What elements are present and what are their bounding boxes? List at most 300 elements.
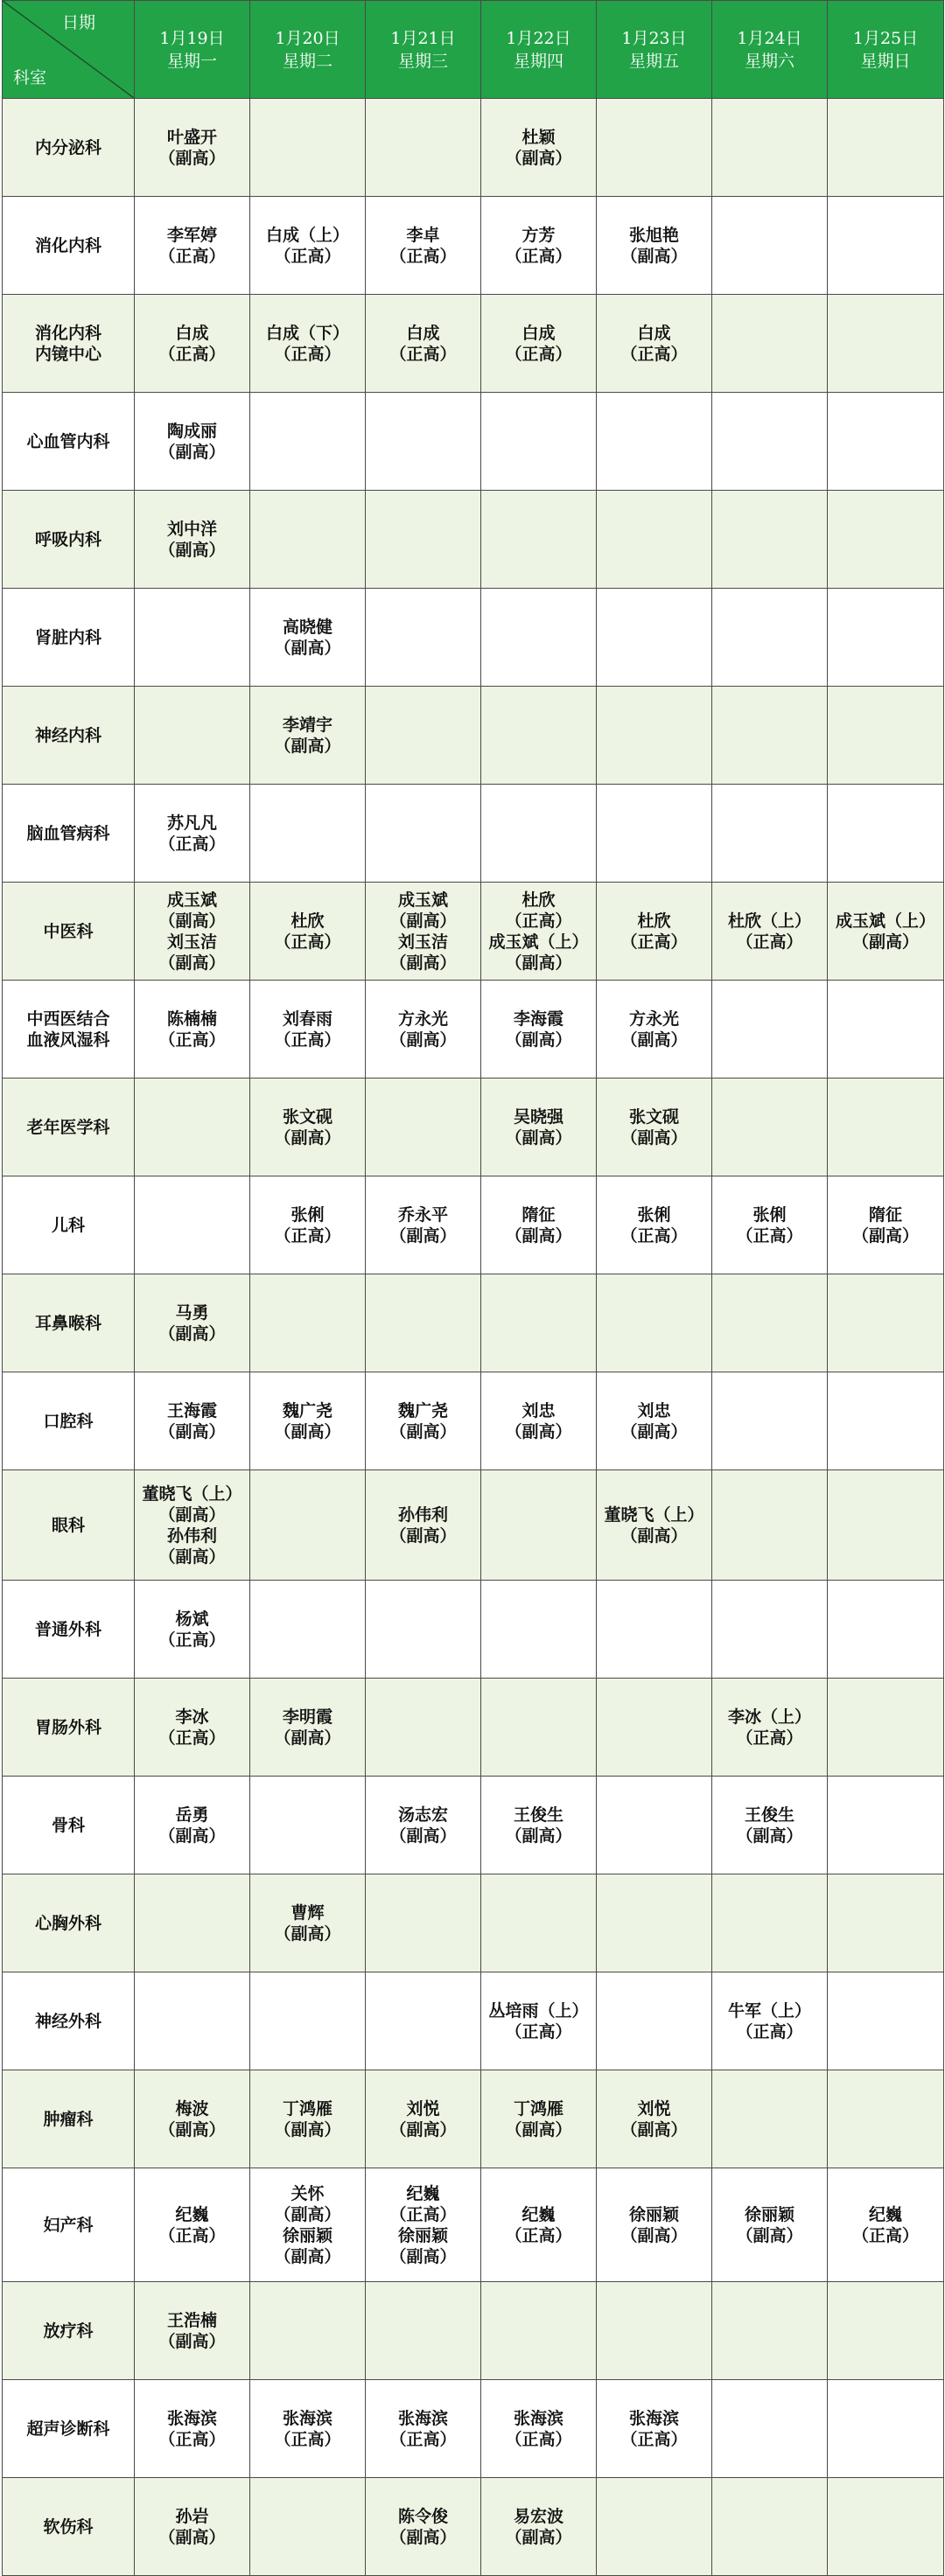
doctor-name: 徐丽颖 — [282, 2225, 332, 2245]
doctor-title: （正高） — [505, 344, 572, 364]
doctor-title: （副高） — [736, 1826, 803, 1846]
doctor-name: 孙岩 — [175, 2506, 209, 2526]
schedule-cell — [135, 883, 250, 981]
doctor-title: （正高） — [158, 1030, 226, 1050]
schedule-cell — [135, 1079, 250, 1176]
department-name: 儿科 — [51, 1215, 85, 1235]
schedule-cell — [250, 1581, 366, 1679]
schedule-cell — [366, 393, 481, 491]
schedule-cell — [250, 393, 366, 491]
schedule-cell — [135, 589, 250, 687]
doctor-name: 张俐 — [637, 1204, 671, 1225]
schedule-cell — [481, 1972, 597, 2070]
department-name: 消化内科 — [34, 323, 102, 343]
table-row — [3, 589, 944, 687]
doctor-name: 陈令俊 — [397, 2506, 448, 2526]
schedule-cell — [366, 491, 481, 589]
doctor-title: （正高） — [274, 1225, 341, 1246]
doctor-name: 成玉斌（上） — [488, 932, 589, 952]
table-row — [3, 1581, 944, 1679]
doctor-title: （副高） — [158, 1504, 226, 1525]
schedule-cell — [712, 295, 828, 393]
doctor-name: 张文砚 — [282, 1106, 332, 1127]
schedule-cell — [712, 1777, 828, 1874]
department-name: 脑血管病科 — [26, 823, 110, 843]
schedule-cell — [250, 1470, 366, 1581]
department-name: 内镜中心 — [34, 344, 102, 364]
schedule-cell — [366, 1176, 481, 1274]
doctor-name: 叶盛开 — [166, 127, 217, 147]
doctor-title: （副高） — [389, 1225, 457, 1246]
doctor-name: 李军婷 — [166, 225, 217, 245]
schedule-cell — [135, 2478, 250, 2576]
schedule-cell — [481, 785, 597, 883]
doctor-name: 梅波 — [175, 2098, 209, 2119]
schedule-cell — [828, 99, 944, 197]
doctor-name: 隋征 — [522, 1204, 556, 1225]
department-cell — [3, 99, 135, 197]
doctor-name: 李冰（上） — [727, 1707, 811, 1727]
schedule-cell — [481, 2168, 597, 2282]
doctor-title: （正高） — [620, 344, 688, 364]
schedule-cell — [828, 295, 944, 393]
schedule-cell — [250, 1874, 366, 1972]
schedule-cell — [712, 1079, 828, 1176]
doctor-title: （副高） — [389, 2527, 457, 2547]
department-cell — [3, 2282, 135, 2380]
corner-date-label: 日期 — [61, 13, 95, 32]
schedule-cell — [712, 687, 828, 785]
doctor-title: （副高） — [389, 911, 457, 931]
schedule-cell — [712, 1470, 828, 1581]
schedule-cell — [481, 393, 597, 491]
department-name: 软伤科 — [43, 2517, 94, 2537]
schedule-cell — [250, 99, 366, 197]
department-name: 口腔科 — [43, 1411, 94, 1431]
doctor-name: 杜欣 — [637, 911, 671, 931]
schedule-cell — [250, 295, 366, 393]
doctor-name: 成玉斌 — [166, 890, 217, 910]
day-weekday: 星期六 — [744, 51, 794, 71]
schedule-cell — [828, 2282, 944, 2380]
department-name: 眼科 — [51, 1515, 85, 1535]
doctor-name: 董晓飞（上） — [142, 1483, 242, 1504]
schedule-cell — [366, 197, 481, 295]
schedule-cell — [597, 2282, 712, 2380]
schedule-cell — [597, 1874, 712, 1972]
day-header — [597, 1, 712, 99]
doctor-title: （副高） — [620, 1030, 688, 1050]
schedule-cell — [712, 99, 828, 197]
schedule-cell — [712, 883, 828, 981]
doctor-name: 牛军（上） — [727, 2000, 811, 2021]
schedule-cell — [366, 883, 481, 981]
schedule-cell — [828, 1581, 944, 1679]
doctor-name: 白成 — [175, 323, 209, 343]
schedule-cell — [135, 491, 250, 589]
schedule-cell — [597, 2070, 712, 2168]
day-header — [712, 1, 828, 99]
schedule-cell — [597, 491, 712, 589]
schedule-cell — [712, 1972, 828, 2070]
doctor-title: （副高） — [158, 442, 226, 462]
department-name: 肾脏内科 — [34, 627, 102, 647]
schedule-cell — [597, 1079, 712, 1176]
schedule-cell — [828, 197, 944, 295]
schedule-cell — [366, 1874, 481, 1972]
schedule-cell — [250, 2282, 366, 2380]
schedule-cell — [135, 785, 250, 883]
schedule-cell — [481, 2070, 597, 2168]
schedule-cell — [481, 1470, 597, 1581]
table-row — [3, 1777, 944, 1874]
doctor-title: （副高） — [505, 1421, 572, 1442]
department-cell — [3, 687, 135, 785]
doctor-name: 刘春雨 — [282, 1009, 332, 1029]
doctor-title: （正高） — [505, 246, 572, 266]
department-cell — [3, 1581, 135, 1679]
department-cell — [3, 1972, 135, 2070]
doctor-name: 陶成丽 — [166, 421, 217, 441]
department-cell — [3, 1176, 135, 1274]
doctor-title: （正高） — [505, 2429, 572, 2449]
schedule-cell — [366, 2168, 481, 2282]
doctor-name: 李明霞 — [282, 1707, 332, 1727]
department-name: 超声诊断科 — [26, 2419, 110, 2439]
schedule-cell — [135, 1777, 250, 1874]
schedule-cell — [366, 2380, 481, 2478]
day-date: 1月24日 — [737, 28, 802, 48]
doctor-name: 吴晓强 — [513, 1106, 564, 1127]
department-cell — [3, 1874, 135, 1972]
doctor-title: （副高） — [505, 1030, 572, 1050]
doctor-name: 王浩楠 — [166, 2310, 217, 2330]
doctor-title: （正高） — [158, 2429, 226, 2449]
doctor-title: （正高） — [158, 1728, 226, 1748]
schedule-cell — [366, 1470, 481, 1581]
schedule-cell — [481, 1777, 597, 1874]
schedule-cell — [250, 2380, 366, 2478]
schedule-cell — [366, 295, 481, 393]
day-weekday: 星期三 — [397, 51, 448, 71]
doctor-name: 白成（上） — [265, 225, 349, 245]
day-weekday: 星期日 — [860, 51, 911, 71]
doctor-name: 高晓健 — [282, 617, 332, 637]
doctor-name: 徐丽颖 — [628, 2204, 679, 2224]
schedule-cell — [828, 1679, 944, 1777]
doctor-title: （正高） — [851, 2225, 919, 2245]
doctor-title: （副高） — [158, 953, 226, 973]
schedule-cell — [250, 2478, 366, 2576]
table-row — [3, 1176, 944, 1274]
schedule-cell — [597, 1372, 712, 1470]
doctor-title: （副高） — [851, 1225, 919, 1246]
table-row — [3, 883, 944, 981]
department-name: 呼吸内科 — [34, 529, 102, 549]
department-cell — [3, 2380, 135, 2478]
schedule-cell — [135, 2282, 250, 2380]
doctor-title: （副高） — [505, 1127, 572, 1148]
corner-dept-label: 科室 — [13, 68, 47, 87]
doctor-title: （副高） — [389, 2119, 457, 2140]
schedule-cell — [481, 295, 597, 393]
schedule-cell — [828, 2478, 944, 2576]
schedule-cell — [597, 785, 712, 883]
schedule-cell — [366, 687, 481, 785]
table-row — [3, 981, 944, 1079]
department-cell — [3, 393, 135, 491]
schedule-cell — [135, 1470, 250, 1581]
doctor-title: （正高） — [274, 246, 341, 266]
schedule-cell — [597, 393, 712, 491]
doctor-title: （正高） — [274, 2429, 341, 2449]
doctor-name: 岳勇 — [175, 1805, 209, 1825]
schedule-cell — [712, 1581, 828, 1679]
table-row — [3, 295, 944, 393]
doctor-name: 张海滨 — [513, 2408, 564, 2428]
doctor-title: （正高） — [620, 2429, 688, 2449]
schedule-cell — [712, 2478, 828, 2576]
schedule-cell — [481, 2282, 597, 2380]
doctor-name: 李海霞 — [513, 1009, 564, 1029]
doctor-name: 乔永平 — [397, 1204, 448, 1225]
doctor-name: 纪巍 — [868, 2204, 902, 2224]
schedule-body — [3, 99, 944, 2576]
schedule-cell — [135, 197, 250, 295]
day-header — [828, 1, 944, 99]
schedule-cell — [828, 589, 944, 687]
department-name: 血液风湿科 — [26, 1030, 110, 1050]
schedule-cell — [828, 1079, 944, 1176]
department-name: 放疗科 — [43, 2321, 94, 2341]
schedule-cell — [135, 1972, 250, 2070]
schedule-cell — [250, 589, 366, 687]
doctor-name: 王俊生 — [744, 1805, 794, 1825]
department-name: 耳鼻喉科 — [34, 1313, 102, 1333]
doctor-title: （副高） — [389, 2246, 457, 2266]
doctor-title: （副高） — [158, 2527, 226, 2547]
day-date: 1月20日 — [275, 28, 340, 48]
doctor-name: 丁鸿雁 — [513, 2098, 564, 2119]
doctor-name: 陈楠楠 — [166, 1009, 217, 1029]
doctor-title: （副高） — [505, 1826, 572, 1846]
doctor-name: 刘忠 — [637, 1400, 671, 1421]
schedule-cell — [250, 785, 366, 883]
schedule-cell — [481, 981, 597, 1079]
doctor-name: 张海滨 — [282, 2408, 332, 2428]
doctor-title: （正高） — [158, 344, 226, 364]
schedule-cell — [712, 1274, 828, 1372]
schedule-cell — [250, 883, 366, 981]
schedule-cell — [712, 197, 828, 295]
doctor-name: 苏凡凡 — [166, 813, 217, 833]
table-row — [3, 1874, 944, 1972]
schedule-cell — [828, 1372, 944, 1470]
department-cell — [3, 981, 135, 1079]
doctor-name: 易宏波 — [513, 2506, 564, 2526]
doctor-name: 杜欣（上） — [727, 911, 811, 931]
schedule-cell — [135, 2380, 250, 2478]
schedule-cell — [597, 1274, 712, 1372]
schedule-cell — [135, 295, 250, 393]
doctor-title: （正高） — [620, 932, 688, 952]
schedule-cell — [712, 589, 828, 687]
schedule-cell — [481, 99, 597, 197]
doctor-title: （正高） — [389, 2429, 457, 2449]
schedule-cell — [828, 785, 944, 883]
department-cell — [3, 1470, 135, 1581]
schedule-cell — [481, 1372, 597, 1470]
doctor-title: （副高） — [158, 2119, 226, 2140]
doctor-title: （副高） — [158, 911, 226, 931]
schedule-cell — [712, 785, 828, 883]
doctor-name: 纪巍 — [522, 2204, 556, 2224]
doctor-title: （副高） — [158, 540, 226, 560]
doctor-name: 张俐 — [290, 1204, 325, 1225]
schedule-cell — [597, 1176, 712, 1274]
schedule-cell — [366, 2282, 481, 2380]
doctor-title: （正高） — [505, 2021, 572, 2042]
day-date: 1月25日 — [852, 28, 919, 48]
doctor-name: 李卓 — [406, 225, 440, 245]
department-name: 老年医学科 — [26, 1117, 110, 1137]
doctor-title: （副高） — [505, 2119, 572, 2140]
doctor-title: （副高） — [505, 1225, 572, 1246]
duty-schedule-table — [2, 0, 944, 2576]
schedule-cell — [481, 1274, 597, 1372]
department-cell — [3, 883, 135, 981]
table-row — [3, 1274, 944, 1372]
table-row — [3, 1079, 944, 1176]
doctor-title: （副高） — [158, 1546, 226, 1567]
doctor-name: 刘忠 — [522, 1400, 556, 1421]
table-row — [3, 785, 944, 883]
day-weekday: 星期五 — [628, 51, 679, 71]
table-row — [3, 2282, 944, 2380]
schedule-cell — [828, 1874, 944, 1972]
schedule-cell — [366, 1079, 481, 1176]
department-cell — [3, 785, 135, 883]
department-name: 胃肠外科 — [34, 1717, 102, 1737]
schedule-cell — [828, 2380, 944, 2478]
table-row — [3, 1470, 944, 1581]
doctor-name: 张海滨 — [628, 2408, 679, 2428]
doctor-name: 李冰 — [175, 1707, 209, 1727]
doctor-name: 魏广尧 — [397, 1400, 448, 1421]
day-date: 1月21日 — [390, 28, 456, 48]
schedule-cell — [135, 1581, 250, 1679]
doctor-name: 孙伟利 — [397, 1504, 448, 1525]
schedule-cell — [481, 687, 597, 785]
schedule-cell — [135, 99, 250, 197]
doctor-title: （副高） — [505, 2527, 572, 2547]
day-header — [135, 1, 250, 99]
day-weekday: 星期一 — [166, 51, 217, 71]
schedule-cell — [366, 1679, 481, 1777]
department-cell — [3, 295, 135, 393]
department-cell — [3, 197, 135, 295]
table-row — [3, 687, 944, 785]
day-date: 1月22日 — [506, 28, 571, 48]
department-cell — [3, 589, 135, 687]
doctor-title: （正高） — [389, 246, 457, 266]
schedule-cell — [135, 687, 250, 785]
doctor-name: 白成 — [406, 323, 440, 343]
doctor-title: （副高） — [274, 1127, 341, 1148]
department-name: 神经内科 — [34, 725, 102, 745]
day-header — [366, 1, 481, 99]
doctor-title: （副高） — [851, 932, 919, 952]
schedule-cell — [366, 785, 481, 883]
schedule-cell — [828, 2070, 944, 2168]
schedule-cell — [597, 981, 712, 1079]
table-row — [3, 197, 944, 295]
doctor-title: （正高） — [158, 2225, 226, 2245]
doctor-name: 刘玉洁 — [166, 932, 217, 952]
schedule-cell — [712, 393, 828, 491]
doctor-name: 丁鸿雁 — [282, 2098, 332, 2119]
doctor-title: （副高） — [158, 1323, 226, 1344]
table-row — [3, 2070, 944, 2168]
schedule-cell — [712, 2282, 828, 2380]
doctor-title: （正高） — [158, 834, 226, 854]
day-date: 1月23日 — [621, 28, 687, 48]
day-weekday: 星期四 — [513, 51, 564, 71]
doctor-name: 杜颖 — [522, 127, 556, 147]
schedule-cell — [481, 1176, 597, 1274]
doctor-name: 张文砚 — [628, 1106, 679, 1127]
schedule-cell — [135, 393, 250, 491]
schedule-cell — [481, 2478, 597, 2576]
doctor-title: （副高） — [620, 1525, 688, 1546]
doctor-name: 徐丽颖 — [397, 2225, 448, 2245]
schedule-cell — [366, 981, 481, 1079]
doctor-title: （副高） — [158, 148, 226, 168]
schedule-cell — [828, 981, 944, 1079]
schedule-cell — [135, 1874, 250, 1972]
doctor-title: （副高） — [389, 1525, 457, 1546]
schedule-cell — [250, 2168, 366, 2282]
doctor-name: 白成 — [637, 323, 671, 343]
table-row — [3, 2380, 944, 2478]
schedule-cell — [597, 295, 712, 393]
doctor-name: 方永光 — [397, 1009, 448, 1029]
schedule-cell — [828, 393, 944, 491]
schedule-cell — [366, 1372, 481, 1470]
schedule-cell — [712, 491, 828, 589]
doctor-title: （副高） — [274, 1421, 341, 1442]
doctor-title: （副高） — [389, 1030, 457, 1050]
doctor-title: （副高） — [274, 2204, 341, 2224]
schedule-cell — [481, 1581, 597, 1679]
doctor-name: 方芳 — [522, 225, 556, 245]
doctor-name: 隋征 — [868, 1204, 902, 1225]
schedule-cell — [597, 2478, 712, 2576]
schedule-cell — [712, 2070, 828, 2168]
schedule-cell — [366, 1274, 481, 1372]
schedule-cell — [828, 1972, 944, 2070]
schedule-cell — [135, 2070, 250, 2168]
doctor-title: （副高） — [736, 2225, 803, 2245]
schedule-cell — [597, 197, 712, 295]
department-name: 内分泌科 — [34, 137, 102, 157]
doctor-title: （正高） — [158, 1630, 226, 1650]
department-cell — [3, 491, 135, 589]
schedule-cell — [597, 1679, 712, 1777]
schedule-cell — [597, 1581, 712, 1679]
schedule-cell — [250, 1372, 366, 1470]
doctor-title: （正高） — [505, 2225, 572, 2245]
